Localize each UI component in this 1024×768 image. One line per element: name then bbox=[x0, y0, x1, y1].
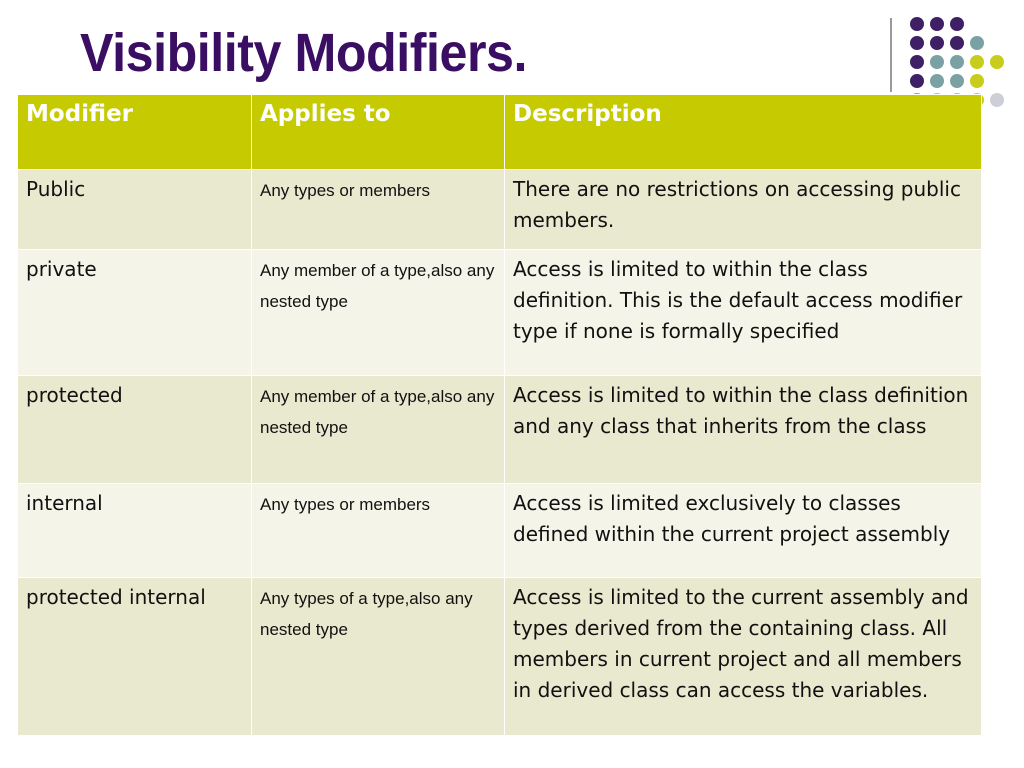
decorative-dot bbox=[950, 55, 964, 69]
decorative-dot bbox=[950, 74, 964, 88]
description-cell: Access is limited to the current assembly and types derived from the containing class. All members in current project and all members in derived class can access the variables. bbox=[505, 578, 982, 736]
decorative-dot bbox=[970, 55, 984, 69]
decorative-dot bbox=[930, 55, 944, 69]
decorative-dot bbox=[910, 17, 924, 31]
decorative-dot bbox=[930, 17, 944, 31]
decorative-dot bbox=[930, 74, 944, 88]
applies-to-cell: Any member of a type,also any nested type bbox=[252, 250, 505, 376]
header-applies-to: Applies to bbox=[252, 95, 505, 170]
decorative-dot bbox=[950, 17, 964, 31]
description-cell: There are no restrictions on accessing public members. bbox=[505, 170, 982, 250]
table-row bbox=[18, 484, 982, 578]
modifier-cell: protected internal bbox=[18, 578, 252, 736]
modifier-cell: Public bbox=[18, 170, 252, 250]
modifier-cell: internal bbox=[18, 484, 252, 578]
applies-to-cell: Any types of a type,also any nested type bbox=[252, 578, 505, 736]
decorative-dot bbox=[930, 36, 944, 50]
header-description: Description bbox=[505, 95, 982, 170]
decorative-dot bbox=[910, 36, 924, 50]
slide-title: Visibility Modifiers. bbox=[80, 23, 527, 83]
modifiers-table bbox=[17, 94, 982, 736]
decorative-dot bbox=[990, 93, 1004, 107]
modifier-cell: protected bbox=[18, 376, 252, 484]
table-row bbox=[18, 376, 982, 484]
decorative-dot bbox=[910, 74, 924, 88]
applies-to-cell: Any member of a type,also any nested type bbox=[252, 376, 505, 484]
description-cell: Access is limited to within the class definition and any class that inherits from the class bbox=[505, 376, 982, 484]
decorative-dot bbox=[950, 36, 964, 50]
applies-to-cell: Any types or members bbox=[252, 484, 505, 578]
description-cell: Access is limited to within the class definition. This is the default access modifier type if none is formally specified bbox=[505, 250, 982, 376]
decorative-dot bbox=[910, 55, 924, 69]
table-header-row bbox=[18, 95, 982, 170]
table-row bbox=[18, 578, 982, 736]
header-modifier: Modifier bbox=[18, 95, 252, 170]
description-cell: Access is limited exclusively to classes defined within the current project assembly bbox=[505, 484, 982, 578]
modifier-cell: private bbox=[18, 250, 252, 376]
decorative-dot bbox=[970, 74, 984, 88]
applies-to-cell: Any types or members bbox=[252, 170, 505, 250]
decorative-dot bbox=[970, 36, 984, 50]
decorative-dot bbox=[990, 55, 1004, 69]
table-row bbox=[18, 170, 982, 250]
table-row bbox=[18, 250, 982, 376]
